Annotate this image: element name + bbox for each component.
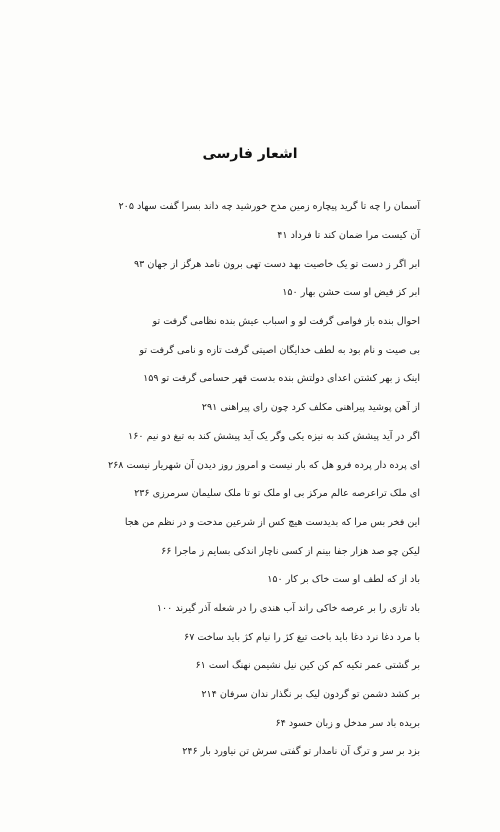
verse-line-1: آسمان را چه تا گرید پیچاره زمین مدح خورشید چه داند بسرا گفت سهاد ۲۰۵ [118, 201, 420, 212]
verse-line-8: از آهن پوشید پیراهنی مکلف کرد چون رای پیراهنی ۲۹۱ [201, 402, 420, 413]
verse-line-15: باد تازی را بر عرصه خاکی راند آب هندی را در شعله آذر گیرند ۱۰۰ [156, 603, 420, 614]
verse-line-13: لیکن چو صد هزار جفا بینم از کسی ناچار اندکی بسایم ز ماجرا ۶۶ [161, 546, 420, 557]
page-title: اشعار فارسی [202, 146, 298, 162]
verse-line-10: ای پرده دار پرده فرو هل که بار نیست و امروز روز دیدن آن شهریار نیست ۲۶۸ [107, 460, 420, 471]
verse-line-16: با مرد دغا نرد دغا باید باخت تیغ کژ را نیام کژ باید ساخت ۶۷ [184, 632, 420, 643]
verse-line-11: ای ملک تراعرصه عالم مرکز بی او ملک تو تا ملک سلیمان سرمرزی ۲۳۶ [134, 488, 420, 499]
verse-line-9: اگر در آید پیشش کند به نیزه یکی وگر یک آید پیشش کند به تیغ دو نیم ۱۶۰ [128, 431, 420, 442]
verse-line-17: بر گشتی عمر تکیه کم کن کین نیل نشیمن نهنگ است ۶۱ [195, 660, 420, 671]
verse-line-14: باد از که لطف او ست خاک بر کار ۱۵۰ [267, 574, 420, 585]
verse-line-2: آن کیست مرا ضمان کند تا فرداد ۴۱ [277, 230, 420, 241]
verse-line-6: بی صیت و نام بود به لطف خدایگان اصیتی گرفت تازه و نامی گرفت تو [139, 345, 420, 356]
verse-line-12: این فخر بس مرا که بدیدست هیچ کس از شرعین مدحت و در نظم من هجا [124, 517, 420, 528]
verse-line-20: بزد بر سر و ترگ آن نامدار تو گفتی سرش تن نیاورد بار ۲۴۶ [182, 746, 420, 757]
verse-line-4: ابر کز فیض او ست حشن بهار ۱۵۰ [282, 287, 420, 298]
verse-line-3: ابر اگر ز دست تو یک خاصیت بهد دست تهی برون نامد هرگز از جهان ۹۳ [134, 259, 420, 270]
verse-line-7: اینک ز بهر کشتن اعدای دولتش بنده بدست قهر حسامی گرفت تو ۱۵۹ [143, 373, 420, 384]
verse-line-5: احوال بنده باز فوامی گرفت لو و اسباب عیش بنده نظامی گرفت تو [152, 316, 420, 327]
verse-line-18: بر کشد دشمن تو گردون لیک بر نگذار ندان سرفان ۲۱۴ [201, 689, 420, 700]
verse-line-19: بریده باد سر مدخل و زبان حسود ۶۴ [275, 718, 420, 729]
